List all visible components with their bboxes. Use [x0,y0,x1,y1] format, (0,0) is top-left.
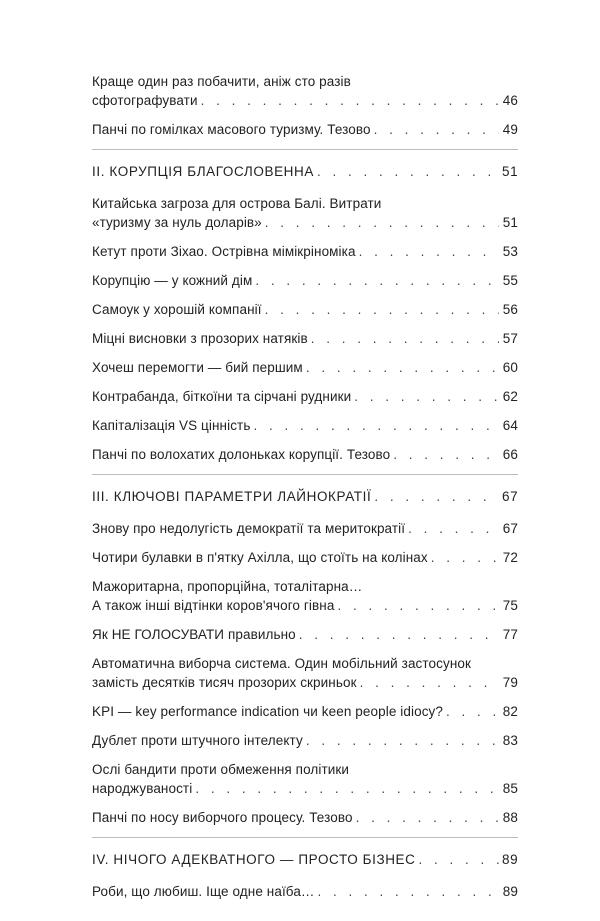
dot-leader [356,808,499,827]
toc-entry[interactable] [92,271,518,290]
dot-leader [195,779,499,798]
toc-entry-row [92,519,518,538]
toc-entry-title: А також інші відтінки коров'ячого гівна [92,598,335,613]
dot-leader [265,213,499,232]
page-number: 67 [502,489,519,504]
toc-entry-row [92,387,518,406]
toc-entry-row [92,213,518,232]
page-number: 56 [502,302,518,317]
page-number: 46 [502,93,518,108]
dot-leader [393,445,499,464]
toc-entry-row [92,358,518,377]
toc-entry-title-line: Краще один раз побачити, аніж сто разів [92,74,351,89]
toc-entry[interactable] [92,731,518,750]
toc-entry-row [92,271,518,290]
toc-entry-row [92,91,518,110]
toc-entry-title: Капіталізація VS цінність [92,418,251,433]
section-divider [92,149,518,150]
dot-leader [317,162,499,181]
page-number: 51 [502,164,519,179]
page-number: 51 [502,215,518,230]
toc-entry[interactable] [92,445,518,464]
toc-entry-row [92,850,518,869]
toc-entry[interactable] [92,548,518,567]
toc-entry-title: II. КОРУПЦІЯ БЛАГОСЛОВЕННА [92,164,314,179]
page-number: 79 [502,675,518,690]
page-number: 64 [502,418,518,433]
dot-leader [265,300,499,319]
toc-entry-row [92,416,518,435]
toc-entry[interactable] [92,72,518,110]
toc-entry-title: Панчі по носу виборчого процесу. Тезово [92,810,353,825]
page-number: 77 [502,627,518,642]
toc-entry-row [92,162,518,181]
page-number: 83 [502,733,518,748]
page-number: 66 [502,447,518,462]
toc-entry-title: Корупцію — у кожний дім [92,273,253,288]
toc-entry-row [92,779,518,798]
toc-entry-title: IV. НІЧОГО АДЕКВАТНОГО — ПРОСТО БІЗНЕС [92,852,416,867]
toc-entry-title: Самоук у хорошій компанії [92,302,262,317]
page-number: 82 [502,704,518,719]
toc-chapter[interactable] [92,487,518,506]
toc-entry[interactable] [92,329,518,348]
dot-leader [360,673,499,692]
toc-entry-row [92,329,518,348]
toc-entry[interactable] [92,519,518,538]
toc-entry-title-line: Ослі бандити проти обмеження політики [92,762,350,777]
page-number: 53 [502,244,518,259]
page-number: 67 [502,521,518,536]
page-number: 75 [502,598,518,613]
dot-leader [431,548,499,567]
page-number: 60 [502,360,518,375]
page-number: 55 [502,273,518,288]
section-divider [92,474,518,475]
toc-entry[interactable] [92,387,518,406]
toc-entry-title: «туризму за нуль доларів» [92,215,262,230]
toc-entry-row [92,625,518,644]
toc-entry[interactable] [92,242,518,261]
toc-entry[interactable] [92,625,518,644]
dot-leader [306,731,499,750]
page-number: 62 [502,389,518,404]
toc-entry[interactable] [92,416,518,435]
toc-entry[interactable] [92,120,518,139]
toc-entry-title: Чотири булавки в п'ятку Ахілла, що стоїть на колінах [92,550,428,565]
toc-entry-title: Панчі по гомілках масового туризму. Тезово [92,122,371,137]
dot-leader [408,519,499,538]
toc-entry-title: Контрабанда, біткоїни та сірчані рудники [92,389,352,404]
toc-entry-title: Панчі по волохатих долоньках корупції. Тезово [92,447,391,462]
dot-leader [374,120,499,139]
toc-entry-row [92,731,518,750]
dot-leader [255,271,499,290]
dot-leader [374,487,499,506]
toc-entry-row [92,882,518,901]
toc-entry-title: KPI — key performance indication чи keen people idiocy? [92,704,444,719]
page-number: 89 [502,884,518,899]
toc-entry-row [92,445,518,464]
toc-entry-title: III. КЛЮЧОВІ ПАРАМЕТРИ ЛАЙНОКРАТІЇ [92,489,372,504]
dot-leader [306,358,499,377]
toc-entry[interactable] [92,882,518,901]
toc-entry-title: Хочеш перемогти — бий першим [92,360,303,375]
toc-entry[interactable] [92,194,518,232]
page-number: 57 [502,331,518,346]
dot-leader [419,850,499,869]
dot-leader [359,242,499,261]
dot-leader [253,416,499,435]
page-number: 85 [502,781,518,796]
toc-entry-title: народжуваності [92,781,193,796]
toc-entry-title: Дублет проти штучного інтелекту [92,733,303,748]
toc-entry-title: Міцні висновки з прозорих натяків [92,331,308,346]
dot-leader [354,387,499,406]
toc-entry-row [92,487,518,506]
page-number: 72 [502,550,518,565]
table-of-contents [92,72,518,901]
toc-entry[interactable] [92,760,518,798]
toc-entry[interactable] [92,808,518,827]
toc-entry-title: Знову про недолугість демократії та меритократії [92,521,406,536]
dot-leader [318,882,499,901]
toc-entry-title: сфотографувати [92,93,198,108]
toc-chapter[interactable] [92,162,518,181]
toc-entry-row [92,596,518,615]
toc-entry-row [92,673,518,692]
toc-entry[interactable] [92,358,518,377]
toc-entry-title-line: Автоматична виборча система. Один мобільний застосунок [92,656,472,671]
toc-entry-row [92,300,518,319]
dot-leader [201,91,499,110]
toc-entry-title: замість десятків тисяч прозорих скриньок [92,675,357,690]
toc-entry-row [92,808,518,827]
dot-leader [311,329,499,348]
dot-leader [446,702,499,721]
dot-leader [299,625,499,644]
page-number: 89 [502,852,519,867]
section-divider [92,837,518,838]
toc-chapter[interactable] [92,850,518,869]
toc-entry-title: Роби, що любиш. Іще одне наїба… [92,884,315,899]
toc-entry[interactable] [92,300,518,319]
toc-entry[interactable] [92,577,518,615]
page-number: 49 [502,122,518,137]
toc-entry-title-line: Китайська загроза для острова Балі. Витрати [92,196,382,211]
toc-entry[interactable] [92,654,518,692]
toc-entry-title: Як НЕ ГОЛОСУВАТИ правильно [92,627,296,642]
toc-entry-row [92,702,518,721]
toc-entry-title-line: Мажоритарна, пропорційна, тоталітарна… [92,579,363,594]
toc-entry-row [92,548,518,567]
dot-leader [337,596,499,615]
toc-entry[interactable] [92,702,518,721]
toc-entry-row [92,242,518,261]
toc-entry-title: Кетут проти Зіхао. Острівна мімікріноміка [92,244,356,259]
page-number: 88 [502,810,518,825]
toc-entry-row [92,120,518,139]
